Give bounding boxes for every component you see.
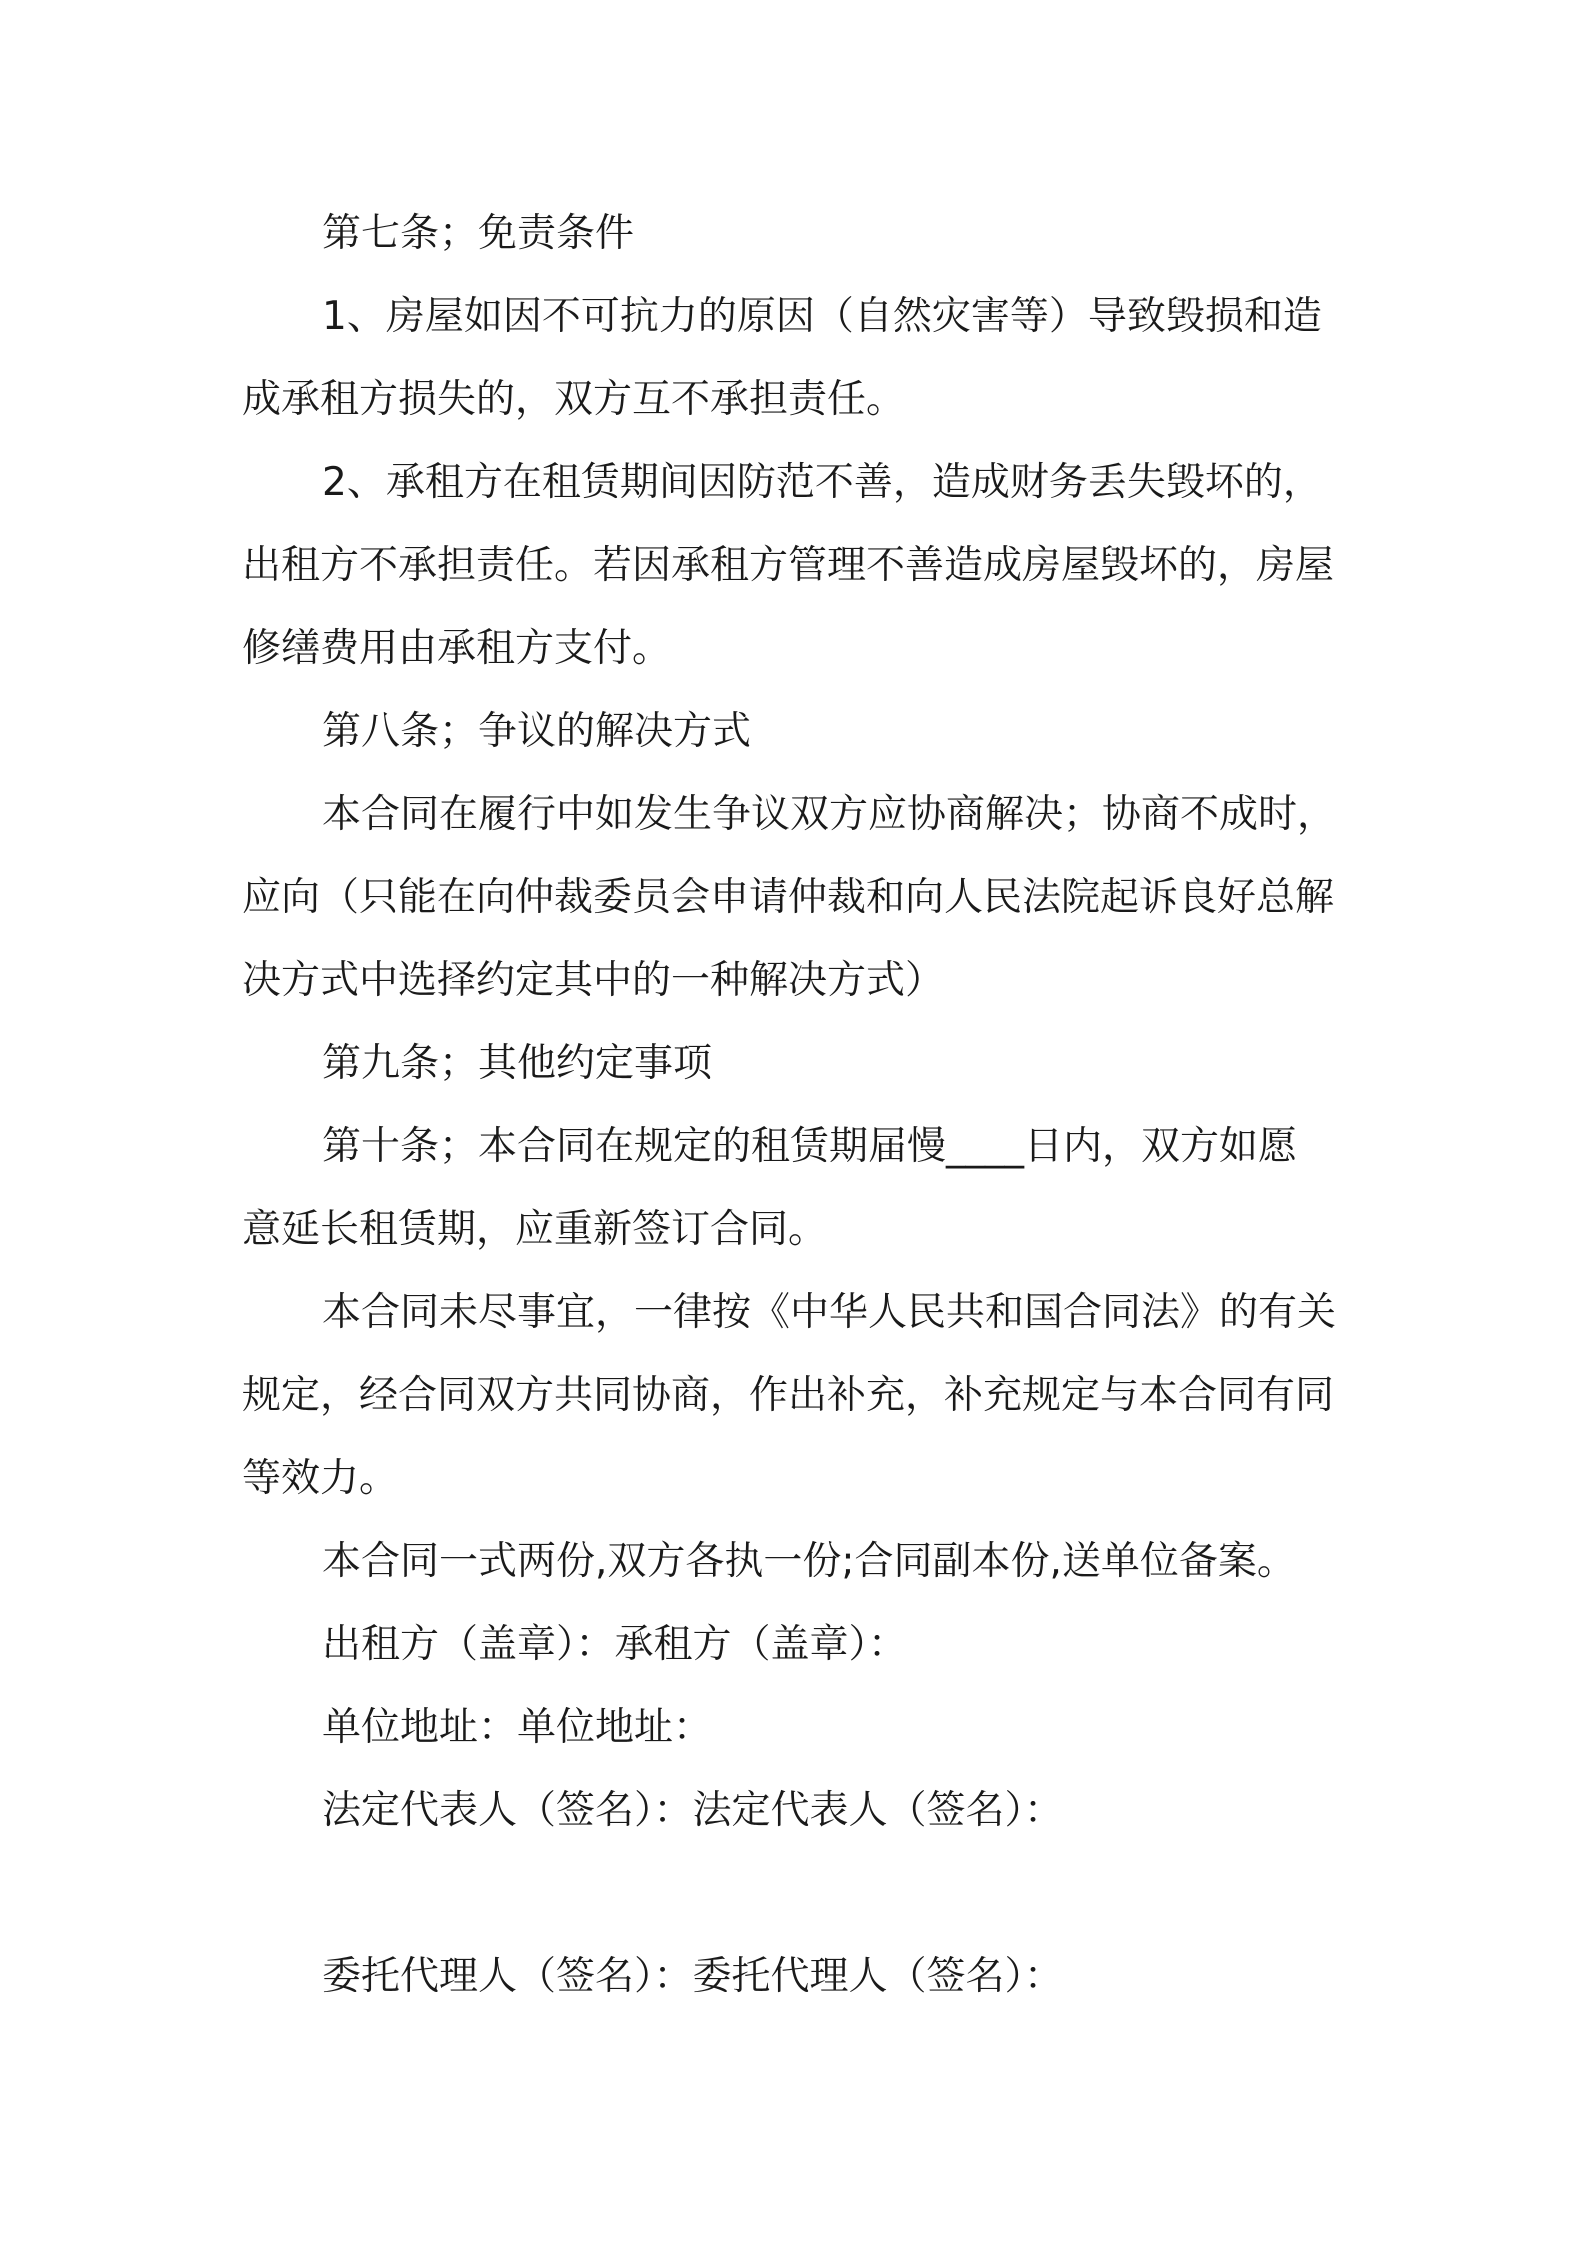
supplement-line-2: 规定，经合同双方共同协商，作出补充，补充规定与本合同有同 — [242, 1373, 1335, 1418]
signature-agent-line: 委托代理人（签名）：委托代理人（签名）： — [322, 1954, 1064, 1999]
signature-address-line: 单位地址：单位地址： — [322, 1705, 713, 1750]
article-7-heading: 第七条；免责条件 — [322, 211, 635, 256]
copies-statement: 本合同一式两份,双方各执一份;合同副本份,送单位备案。 — [322, 1539, 1296, 1584]
article-7-item-2-line-2: 出租方不承担责任。若因承租方管理不善造成房屋毁坏的，房屋 — [242, 543, 1335, 588]
article-7-item-1-line-1: 1、房屋如因不可抗力的原因（自然灾害等）导致毁损和造 — [322, 294, 1322, 339]
article-8-para-line-1: 本合同在履行中如发生争议双方应协商解决；协商不成时， — [322, 792, 1337, 837]
signature-gap — [242, 1852, 1358, 1935]
article-10-line-1: 第十条；本合同在规定的租赁期届慢____日内，双方如愿 — [322, 1124, 1298, 1169]
signature-legal-rep-line: 法定代表人（签名）：法定代表人（签名）： — [322, 1788, 1064, 1833]
article-8-para-line-2: 应向（只能在向仲裁委员会申请仲裁和向人民法院起诉良好总解 — [242, 875, 1335, 920]
article-7-item-2-line-1: 2、承租方在租赁期间因防范不善，造成财务丢失毁坏的， — [322, 460, 1322, 505]
article-8-para-line-3: 决方式中选择约定其中的一种解决方式） — [242, 958, 945, 1003]
supplement-line-3: 等效力。 — [242, 1456, 399, 1501]
signature-seal-line: 出租方（盖章）：承租方（盖章）： — [322, 1622, 908, 1667]
article-8-heading: 第八条；争议的解决方式 — [322, 709, 752, 754]
article-9-heading: 第九条；其他约定事项 — [322, 1041, 713, 1086]
article-7-item-2-line-3: 修缮费用由承租方支付。 — [242, 626, 672, 671]
supplement-line-1: 本合同未尽事宜，一律按《中华人民共和国合同法》的有关 — [322, 1290, 1337, 1335]
article-10-line-2: 意延长租赁期，应重新签订合同。 — [242, 1207, 828, 1252]
article-7-item-1-line-2: 成承租方损失的，双方互不承担责任。 — [242, 377, 906, 422]
contract-body — [242, 192, 1358, 2018]
